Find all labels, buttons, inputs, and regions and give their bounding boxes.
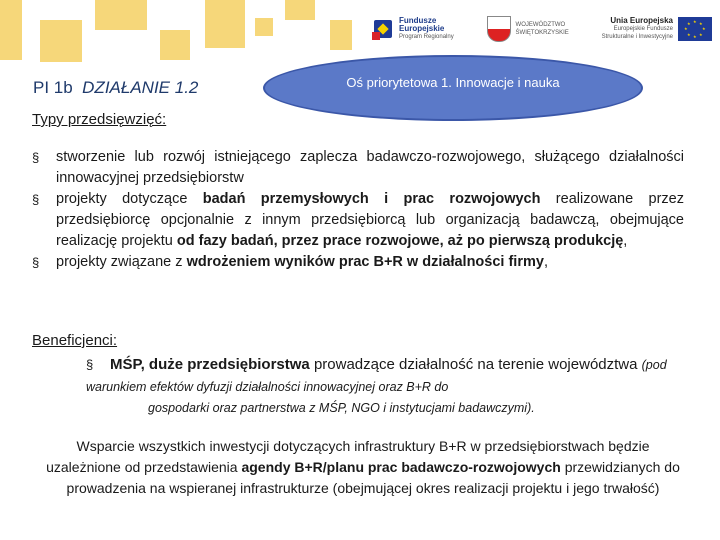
type-text: projekty dotyczące [56, 191, 203, 207]
eu-flag-icon: ★ ★ ★ ★ ★ ★ ★ ★ [678, 17, 712, 41]
type-text: , [543, 254, 548, 270]
decor-square [285, 0, 315, 20]
decor-square [330, 20, 352, 50]
types-list [32, 147, 684, 273]
support-paragraph [38, 436, 688, 499]
decor-square [95, 0, 147, 30]
decor-square [0, 0, 22, 60]
type-bold: badań przemysłowych i prac rozwojowych [202, 191, 541, 207]
support-text: Wsparcie wszystkich inwestycji dotyczących infrastruktury B+R w przedsiębiorstwach będzie uzależnione od przedstawienia [46, 438, 650, 475]
type-text: stworzenie lub rozwój istniejącego zaplecza badawczo-rozwojowego, służącego działalności innowacyjnej przedsiębiorstw [56, 149, 684, 186]
eu-subtitle-2: Strukturalne i Inwestycyjne [601, 34, 673, 40]
beneficiaries-rest: prowadzące działalność na terenie województwa [309, 356, 642, 373]
region-line-1: WOJEWÓDZTWO [515, 22, 566, 28]
priority-axis-label: Oś priorytetowa 1. Innowacje i nauka [346, 74, 560, 90]
type-bold: wdrożeniem wyników prac B+R w działalności firmy [186, 254, 544, 270]
list-item [32, 147, 684, 189]
fe-title: Fundusze [399, 16, 437, 25]
decor-square [205, 0, 245, 48]
type-text: , [623, 233, 628, 249]
beneficiaries-bold: MŚP, duże przedsiębiorstwa [110, 356, 310, 373]
types-heading: Typy przedsięwzięć: [32, 111, 167, 128]
beneficiaries-heading: Beneficjenci: [32, 332, 118, 349]
decor-square [160, 30, 190, 60]
type-text: projekty związane z [56, 254, 187, 270]
page-title [33, 78, 198, 98]
coat-of-arms-icon [487, 16, 511, 42]
type-text: realizowane przez przedsiębiorcę opcjonalnie z innym przedsiębiorcą lub organizacją badawczą, obejmujące realizację projektu [56, 191, 684, 249]
decor-square [40, 20, 82, 62]
fundusze-europejskie-logo [372, 17, 454, 41]
beneficiaries-text: § MŚP, duże przedsiębiorstwa prowadzące działalność na terenie województwa (pod warunkiem efektów dyfuzji działalności innowacyjnej oraz B+R do [86, 356, 667, 394]
action-label: DZIAŁANIE 1.2 [82, 78, 199, 97]
type-bold: od fazy badań, przez prace rozwojowe, aż po pierwszą produkcję [176, 233, 624, 249]
list-item [32, 189, 684, 252]
decor-square [255, 18, 273, 36]
beneficiaries-note-1: (pod warunkiem efektów dyfuzji działalności innowacyjnej oraz B+R do [86, 358, 667, 394]
priority-axis-badge [263, 55, 643, 121]
eu-subtitle-1: Europejskie Fundusze [613, 26, 673, 32]
region-line-2: ŚWIĘTOKRZYSKIE [515, 30, 569, 36]
fe-subtitle: Program Regionalny [399, 34, 454, 40]
logo-bar [372, 8, 712, 50]
fe-star-icon [372, 18, 394, 40]
support-bold: agendy B+R/planu prac badawczo-rozwojowych [241, 459, 561, 475]
region-logo [487, 16, 569, 42]
eu-logo [602, 17, 712, 41]
beneficiaries-note-2: gospodarki oraz partnerstwa z MŚP, NGO i instytucjami badawczymi). [148, 401, 535, 415]
eu-title: Unia Europejska [610, 16, 673, 25]
pi-label: PI 1b [33, 78, 73, 97]
list-item [32, 252, 684, 273]
fe-title-2: Europejskie [399, 24, 445, 33]
support-text-end: przewidzianych do prowadzenia na wspieranej infrastrukturze (obejmującej okres realizacji projektu i jego trwałość) [66, 459, 680, 496]
